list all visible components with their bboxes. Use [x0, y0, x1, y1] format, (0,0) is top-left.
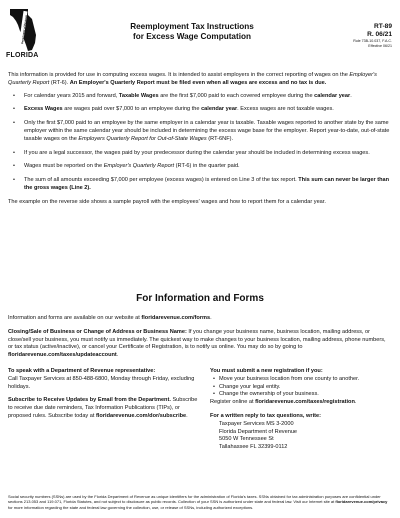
registration-link[interactable]: floridarevenue.com/taxes/registration — [255, 399, 355, 406]
item-text: For calendar years 2015 and forward, — [24, 92, 119, 99]
instructions-body — [8, 72, 392, 207]
item-text: . Excess wages are not taxable wages. — [237, 106, 334, 113]
closing-text-end: . — [116, 352, 119, 359]
logo-wordmark: FLORIDA — [6, 52, 39, 59]
subscribe-text: Subscribe to receive due date reminders, Tax Information Publications (TIPs), or proposed rules. Subscribe today at — [8, 397, 198, 419]
privacy-text: Social security numbers (SSNs) are used by the Florida Department of Revenue as unique identifiers for the administration of Florida's taxes. SSNs obtained for tax administration purposes are confidential under sections 213.053 and 119.071, Florida Statutes, and not subject to disclosure as public records. Collection of your SSN is authorized under state and federal law. Visit our Internet site at — [8, 494, 381, 505]
list-item — [8, 106, 392, 114]
forms-text: Information and forms are available on our website at — [8, 315, 142, 321]
subscribe-block — [8, 397, 198, 420]
representative-block — [8, 368, 198, 391]
address-line: Taxpayer Services MS 3-2000 — [219, 420, 294, 427]
list-item — [8, 163, 392, 171]
registration-heading: You must submit a new registration if you: — [210, 368, 323, 374]
list-item — [8, 150, 392, 158]
registration-list — [210, 376, 392, 399]
item-term: Excess Wages — [24, 106, 63, 113]
address-line: Florida Department of Revenue — [219, 428, 298, 435]
bullet-icon: • — [13, 149, 15, 156]
privacy-link[interactable]: floridarevenue.com/privacy — [335, 499, 388, 505]
bullet-icon: • — [13, 163, 15, 170]
form-rule: Rule 73B-10.037, F.A.C. — [353, 39, 392, 43]
item-text: Change the ownership of your business. — [219, 391, 319, 398]
address-line: Tallahassee FL 32399-0112 — [219, 444, 288, 451]
list-item — [210, 384, 392, 392]
left-column — [8, 368, 198, 427]
example-paragraph: The example on the reverse side shows a sample payroll with the employees' wages and how to report them for a calendar year. — [8, 198, 326, 205]
register-online — [210, 399, 392, 407]
form-effective-date: Effective 06/21 — [368, 44, 392, 48]
intro-form-code: (RT-6). — [49, 79, 70, 86]
item-text: are wages paid over $7,000 to an employee during the — [62, 106, 202, 113]
info-section-title: For Information and Forms — [136, 293, 264, 304]
item-text: Change your legal entity. — [219, 383, 281, 390]
forms-paragraph — [8, 315, 392, 323]
representative-heading: To speak with a Department of Revenue representative: — [8, 368, 156, 374]
title-line-2: for Excess Wage Computation — [133, 32, 251, 41]
item-term: calendar year — [314, 92, 351, 99]
bullet-icon: • — [13, 106, 15, 113]
item-text: . — [350, 92, 352, 99]
list-item — [8, 120, 392, 143]
intro-text: This information is provided for use in computing excess wages. It is intended to assist employers in the correct reporting of wages on the — [8, 72, 350, 78]
intro-paragraph — [8, 72, 392, 88]
rules-list — [8, 93, 392, 193]
florida-logo — [8, 7, 36, 53]
item-text: If you are a legal successor, the wages paid by your predecessor during the calendar year should be included in determining excess wages. — [24, 149, 370, 156]
subscribe-heading: Subscribe to Receive Updates by Email from the Department. — [8, 397, 171, 404]
form-id: RT-89 — [374, 23, 392, 30]
bullet-icon: • — [13, 92, 15, 99]
update-account-link[interactable]: floridarevenue.com/taxes/updateaccount — [8, 352, 117, 359]
bullet-icon: • — [13, 177, 15, 184]
written-reply-heading: For a written reply to tax questions, write: — [210, 412, 321, 419]
item-term: calendar year — [201, 106, 238, 113]
right-column — [210, 368, 392, 452]
info-section — [8, 315, 392, 366]
item-report-name: Employer's Quarterly Report — [103, 163, 175, 170]
intro-emphasis: An Employer's Quarterly Report must be filed even when all wages are excess and no tax is due. — [69, 79, 327, 86]
bullet-icon: • — [213, 383, 215, 390]
item-text: Only the first $7,000 paid to an employee by the same employer in a calendar year is taxable. Taxable wages reported to another state by the same employer within the same calendar year should be included in determining the excess wage base for the employer. Report year-to-date, out-of-state taxable wages on the — [24, 120, 390, 142]
title-line-1: Reemployment Tax Instructions — [130, 22, 254, 31]
address-line: 5050 W Tennessee St — [219, 436, 274, 443]
bullet-icon: • — [213, 391, 215, 398]
logo-banner-text: Department of Revenue — [20, 14, 29, 45]
mailing-address — [210, 421, 392, 452]
item-text: are the first $7,000 paid to each covered employee during the — [158, 92, 315, 99]
form-revision: R. 06/21 — [367, 31, 392, 38]
list-item — [8, 177, 392, 193]
subscribe-link[interactable]: floridarevenue.com/dor/subscribe — [96, 412, 187, 419]
intro-report-name: Employer's Quarterly Report — [8, 72, 377, 86]
representative-text: Call Taxpayer Services at 850-488-6800, Monday through Friday, excluding holidays. — [8, 375, 195, 390]
bullet-icon: • — [213, 375, 215, 382]
closing-text: If you change your business name, business location, mailing address, or close/sell your business, you must notify us immediately. The quickest way to make changes to your business location, mailing address, phone numbers, or tax status (active/inactive), or cancel your Certificate of Registration, is to notify us online. You may do so by going to — [8, 328, 386, 351]
forms-text-end: . — [210, 315, 212, 321]
list-item — [210, 376, 392, 384]
page-title — [92, 22, 292, 42]
item-text: Wages must be reported on the — [24, 163, 104, 170]
item-text: (RT-6) in the quarter paid. — [174, 163, 240, 170]
list-item — [210, 391, 392, 399]
subscribe-text-end: . — [186, 412, 188, 419]
item-report-name: Employers Quarterly Report for Out-of-State Wages — [78, 135, 207, 142]
register-text-end: . — [354, 399, 357, 406]
closing-paragraph — [8, 329, 392, 360]
closing-heading: Closing/Sale of Business or Change of Address or Business Name: — [8, 328, 187, 335]
bullet-icon: • — [13, 120, 15, 127]
register-text: Register online at — [210, 399, 256, 406]
ssn-privacy-notice — [8, 494, 392, 510]
item-text: The sum of all amounts exceeding $7,000 per employee (excess wages) is entered on Line 3 of the tax report. — [24, 177, 299, 184]
form-metadata — [353, 23, 392, 49]
privacy-text-end: for more information regarding the state and federal law governing the collection, use, or release of SSNs, including authorized exceptions. — [8, 504, 254, 510]
list-item — [8, 93, 392, 101]
item-text: Move your business location from one county to another. — [219, 375, 360, 382]
item-emphasis: This sum can never be larger than the gross wages (Line 2). — [24, 177, 390, 191]
item-text: (RT-6NF). — [206, 135, 234, 142]
forms-link[interactable]: floridarevenue.com/forms — [141, 315, 211, 321]
item-term: Taxable Wages — [118, 92, 159, 99]
